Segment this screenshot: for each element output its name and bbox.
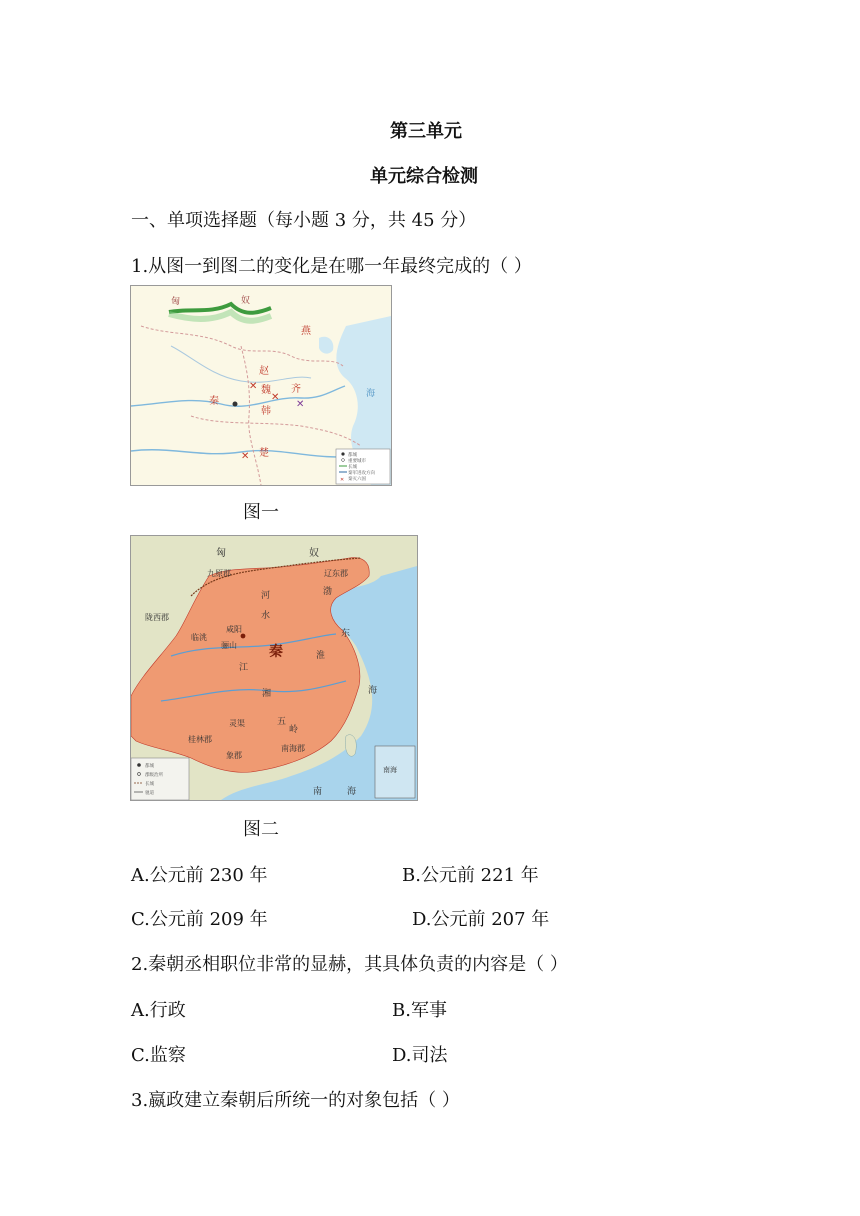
map1-label-qi: 齐: [291, 384, 301, 395]
svg-text:长城: 长城: [145, 782, 154, 787]
map2-label-he: 河: [261, 591, 271, 601]
svg-text:秦灭六国: 秦灭六国: [348, 477, 366, 482]
unit-title: 第三单元: [390, 121, 462, 142]
figure-1-caption: 图一: [243, 502, 279, 523]
svg-text:✕: ✕: [296, 399, 305, 410]
svg-text:✕: ✕: [271, 392, 280, 403]
map2-label-lishan: 骊山: [221, 641, 237, 650]
map1-label-wei: 魏: [261, 385, 271, 396]
map2-label-lintao: 临洮: [191, 633, 207, 642]
map2-label-lingqu: 灵渠: [229, 719, 245, 728]
map2-label-qin: 秦: [269, 644, 283, 660]
map-1-graphic: [131, 286, 391, 485]
map2-label-dong: 东: [341, 629, 351, 639]
map2-label-nan: 南: [313, 787, 323, 797]
q2-option-a[interactable]: A.行政: [131, 1000, 186, 1021]
map2-inset-label: 南海: [383, 766, 397, 774]
map-2-graphic: [131, 536, 417, 800]
map2-label-bo: 渤: [323, 587, 333, 597]
map1-label-hai: 海: [366, 389, 376, 399]
map2-label-longxi: 陇西郡: [145, 613, 169, 622]
page-subtitle: 单元综合检测: [370, 166, 478, 187]
question-3-stem: 3.嬴政建立秦朝后所统一的对象包括（ ）: [131, 1090, 460, 1111]
q1-option-c[interactable]: C.公元前 209 年: [131, 909, 268, 930]
svg-text:✕: ✕: [241, 451, 250, 462]
map2-label-shui-1: 水: [261, 611, 271, 621]
section-heading: 一、单项选择题（每小题 3 分，共 45 分）: [131, 210, 477, 231]
map1-label-chu: 楚: [259, 448, 269, 459]
svg-text:秦军进攻方向: 秦军进攻方向: [348, 471, 375, 476]
map1-label-yan: 燕: [301, 326, 311, 337]
svg-text:✕: ✕: [249, 381, 258, 392]
capital-marker: [241, 634, 246, 639]
q1-option-a[interactable]: A.公元前 230 年: [131, 865, 268, 886]
map2-label-xianyang: 咸阳: [226, 625, 242, 634]
map2-label-guilin: 桂林郡: [188, 735, 212, 744]
map2-label-hai: 海: [368, 686, 378, 696]
question-1-stem: 1.从图一到图二的变化是在哪一年最终完成的（ ）: [131, 256, 532, 277]
map2-label-jiuyuan: 九原郡: [207, 569, 231, 578]
map1-label-qin: 秦: [209, 396, 219, 407]
svg-text:驰道: 驰道: [145, 791, 154, 796]
svg-text:郡级治所: 郡级治所: [145, 773, 163, 778]
figure-2-caption: 图二: [243, 819, 279, 840]
svg-text:都城: 都城: [145, 764, 154, 769]
map2-label-xiong: 匈: [216, 548, 226, 559]
svg-text:长城: 长城: [348, 465, 357, 470]
map1-label-nu: 奴: [241, 296, 251, 306]
q1-option-d[interactable]: D.公元前 207 年: [412, 909, 550, 930]
q1-option-b[interactable]: B.公元前 221 年: [402, 865, 539, 886]
map2-label-nu: 奴: [309, 548, 319, 559]
map2-label-ling: 岭: [289, 725, 299, 735]
map2-label-hai-2: 海: [347, 787, 357, 797]
svg-text:重要城市: 重要城市: [348, 459, 366, 464]
svg-text:✕: ✕: [340, 477, 345, 483]
map2-legend: [131, 758, 189, 800]
map2-label-wu: 五: [277, 717, 287, 727]
map1-legend: [336, 449, 390, 484]
map2-label-liaodong: 辽东郡: [324, 569, 348, 578]
map-figure-2: [130, 535, 418, 801]
map1-label-xiong: 匈: [171, 297, 181, 307]
q2-option-b[interactable]: B.军事: [392, 1000, 447, 1021]
map1-label-zhao: 赵: [259, 366, 269, 377]
q2-option-c[interactable]: C.监察: [131, 1045, 186, 1066]
map-figure-1: [130, 285, 392, 486]
map2-label-nanhai-jun: 南海郡: [281, 744, 305, 753]
map2-label-huai: 淮: [316, 651, 326, 661]
map2-label-xiang: 湘: [262, 689, 272, 699]
svg-text:都城: 都城: [348, 453, 357, 458]
map1-label-han: 韩: [261, 406, 271, 417]
map2-label-xiangjun: 象郡: [226, 751, 242, 760]
q2-option-d[interactable]: D.司法: [392, 1045, 448, 1066]
map2-label-jiang: 江: [239, 663, 249, 673]
question-2-stem: 2.秦朝丞相职位非常的显赫，其具体负责的内容是（ ）: [131, 954, 568, 975]
